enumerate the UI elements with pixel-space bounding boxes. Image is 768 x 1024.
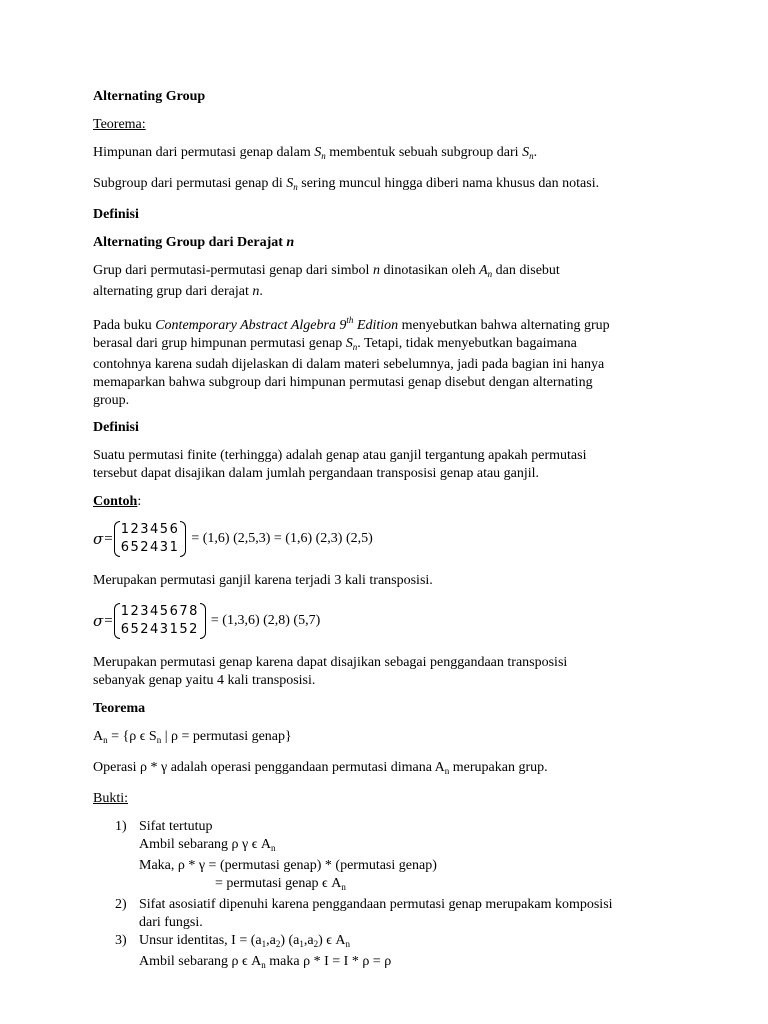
matrix-top-row: 12345678 [120, 604, 199, 619]
matrix-bottom-row: 652431 [120, 540, 180, 555]
cycle-decomposition: = (1,3,6) (2,8) (5,7) [210, 613, 321, 628]
subgroup-remark: Subgroup dari permutasi genap di $S_n$ sering muncul hingga diberi nama khusus dan notasi. [93, 176, 600, 192]
sigma-symbol: σ [93, 530, 104, 548]
theorem-label: Teorema [93, 701, 146, 716]
example-label: Contoh: [93, 494, 142, 509]
theorem-label: Teorema: [93, 117, 146, 132]
matrix-bottom-row: 65243152 [120, 622, 199, 637]
permutation-example-1: σ = 123456 652431 = (1,6) (2,5,3) = (1,6) (2,3) (2,5) [93, 522, 373, 555]
alternating-group-definition: Grup dari permutasi-permutasi genap dari simbol n dinotasikan oleh $A_n$ dan disebut alternating grup dari derajat n. [93, 263, 560, 299]
proof-item-identity: 3) Unsur identitas, $I = (a_1,a_2)$ $(a_1,a_2)$ ϵ $A_n$ Ambil sebarang ρ ϵ $A_n$ maka ρ * I = I * ρ = ρ [115, 933, 392, 970]
even-permutation-remark: Merupakan permutasi genap karena dapat disajikan sebagai penggandaan transposisi sebanyak genap yaitu 4 kali transposisi. [93, 655, 568, 688]
matrix-top-row: 123456 [120, 522, 180, 537]
definition-label: Definisi [93, 207, 139, 222]
book-reference-paragraph: Pada buku Contemporary Abstract Algebra 9th Edition menyebutkan bahwa alternating grup berasal dari grup himpunan permutasi genap $S_n$. Tetapi, tidak menyebutkan bagaimana contohnya karena sudah dijelaskan di dalam materi sebelumnya, jadi pada bagian ini hanya memaparkan bahwa subgroup dari himpunan permutasi genap disebut dengan alternating group. [93, 315, 610, 408]
proof-item-closure: 1) Sifat tertutup Ambil sebarang ρ γ ϵ $A_n$ Maka, ρ * γ = (permutasi genap) * (permutasi genap) = permutasi genap ϵ $A_n$ [115, 819, 437, 892]
permutation-matrix [114, 521, 187, 557]
proof-item-associative: 2) Sifat asosiatif dipenuhi karena penggandaan permutasi genap merupakam komposisi dari fungsi. [115, 897, 613, 930]
document-title: Alternating Group [93, 89, 206, 104]
permutation-example-2: σ = 12345678 65243152 = (1,3,6) (2,8) (5,7) [93, 604, 321, 637]
finite-permutation-definition: Suatu permutasi finite (terhingga) adalah genap atau ganjil tergantung apakah permutasi tersebut dapat disajikan dalam jumlah pergandaan transposisi genap atau ganjil. [93, 448, 587, 481]
permutation-matrix [114, 603, 206, 639]
document-page [93, 86, 673, 974]
alternating-group-set-definition: $A_n = \{\rho$ ϵ $S_n$ | ρ = permutasi genap} [93, 729, 292, 745]
theorem-statement: Himpunan dari permutasi genap dalam $S_n$ membentuk sebuah subgroup dari $S_n$. [93, 145, 538, 161]
definition-label: Definisi [93, 420, 139, 435]
alternating-group-heading: Alternating Group dari Derajat n [93, 235, 295, 250]
sigma-symbol: σ [93, 612, 104, 630]
cycle-decomposition: = (1,6) (2,5,3) = (1,6) (2,3) (2,5) [191, 531, 373, 546]
proof-label: Bukti: [93, 791, 129, 806]
proof-list [93, 818, 673, 974]
odd-permutation-remark: Merupakan permutasi ganjil karena terjadi 3 kali transposisi. [93, 573, 433, 588]
operation-statement: Operasi ρ * γ adalah operasi penggandaan permutasi dimana $A_n$ merupakan grup. [93, 760, 548, 776]
